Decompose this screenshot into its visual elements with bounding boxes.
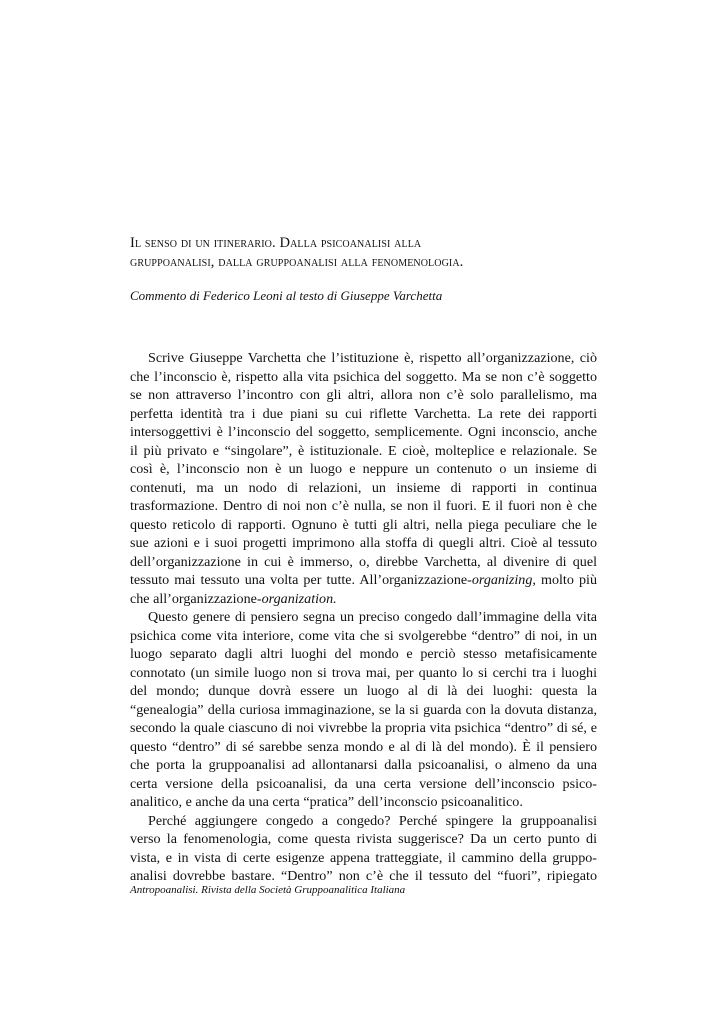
text-line: analisi dovrebbe bastare. “Dentro” non c’è che il tessuto del “fuori”, ripiegato: [130, 868, 597, 884]
text-line: Perché aggiungere congedo a congedo? Perché spingere la gruppoanalisi: [148, 812, 597, 829]
emphasis-organizing: organizing,: [471, 572, 536, 588]
paragraph-2: [130, 608, 597, 812]
text-line: dell’organizzazione in cui è immerso, o, direbbe Varchetta, al divenire di quel: [130, 553, 597, 570]
article-title-line-2: gruppoanalisi, dalla gruppoanalisi alla fenomenologia.: [130, 254, 464, 270]
text-line-mixed: [130, 590, 597, 609]
journal-footer: Antropoanalisi. Rivista della Società Gruppoanalitica Italiana: [130, 884, 406, 896]
text-line: luogo separato dagli altri luoghi del mondo e perciò stesso metafisicamente: [130, 646, 597, 662]
text-line: se non attraverso l’incontro con gli altri, allora non c’è solo parallelismo, ma: [130, 387, 597, 403]
text-segment: molto più: [535, 572, 597, 588]
text-line: questo reticolo di rapporti. Ognuno è tutti gli altri, nella piega peculiare che le: [130, 516, 597, 533]
article-title-line-1: Il senso di un itinerario. Dalla psicoanalisi alla: [130, 235, 422, 251]
text-line: “genealogia” della curiosa immaginazione, se la si guarda con la dovuta distanza,: [130, 701, 597, 718]
text-line: Questo genere di pensiero segna un preciso congedo dall’immagine della vita: [148, 609, 597, 625]
text-line: certa versione della psicoanalisi, da una certa versione dell’inconscio psico-: [130, 775, 597, 792]
text-line: Scrive Giuseppe Varchetta che l’istituzione è, rispetto all’organizzazione, ciò: [148, 350, 597, 366]
text-line: sue azioni e i suoi progetti imprimono alla stoffa di quegli altri. Cioè al tessuto: [130, 535, 597, 551]
text-line: vista, e in vista di certe esigenze appena tratteggiate, il cammino della gruppo-: [130, 849, 597, 866]
text-line: connotato (un simile luogo non si trova mai, per quanto lo si cerchi tra i luoghi: [130, 664, 597, 681]
text-line-mixed: [130, 571, 597, 590]
text-line: che porta la gruppoanalisi ad allontanarsi dalla psicoanalisi, o almeno da una: [130, 757, 597, 773]
text-line: psichica come vita interiore, come vita che si svolgerebbe “dentro” di noi, in un: [130, 627, 597, 644]
text-line: analitico, e anche da una certa “pratica” dell’inconscio psicoanalitico.: [130, 794, 523, 810]
text-line: intersoggettivi è l’inconscio del soggetto, semplicemente. Ogni inconscio, anche: [130, 424, 597, 440]
text-line: questo “dentro” di sé sarebbe senza mondo e al di là del mondo). È il pensiero: [130, 738, 597, 755]
article-subtitle: Commento di Federico Leoni al testo di Giuseppe Varchetta: [130, 288, 443, 303]
text-line: del mondo; dunque dovrà essere un luogo al di là dei luoghi: questa la: [130, 683, 597, 699]
text-line: così è, l’inconscio non è un luogo e neppure un contenuto o un insieme di: [130, 461, 597, 477]
text-line: secondo la quale ciascuno di noi vivrebbe la propria vita psichica “dentro” di sé, e: [130, 720, 597, 736]
article-title: [130, 234, 600, 272]
text-segment: che all’organizzazione-: [130, 590, 262, 607]
text-line: il più privato e “singolare”, è istituzionale. E cioè, molteplice e relazionale. Se: [130, 442, 597, 459]
paragraph-3: [130, 812, 597, 886]
text-segment: tessuto mai tessuto una volta per tutte. All’organizzazione-: [130, 572, 472, 588]
article-body: [130, 349, 597, 886]
text-line: verso la fenomenologia, come questa rivista suggerisce? Da un certo punto di: [130, 831, 597, 847]
text-line: trasformazione. Dentro di noi non c’è nulla, se non il fuori. E il fuori non è che: [130, 498, 597, 514]
text-line: contenuti, ma un nodo di relazioni, un insieme di rapporti in continua: [130, 479, 597, 496]
paragraph-1: [130, 349, 597, 608]
emphasis-organization: organization.: [261, 590, 337, 607]
text-line: che l’inconscio è, rispetto alla vita psichica del soggetto. Ma se non c’è soggetto: [130, 368, 597, 385]
text-line: perfetta identità tra i due piani su cui riflette Varchetta. La rete dei rapporti: [130, 405, 597, 422]
